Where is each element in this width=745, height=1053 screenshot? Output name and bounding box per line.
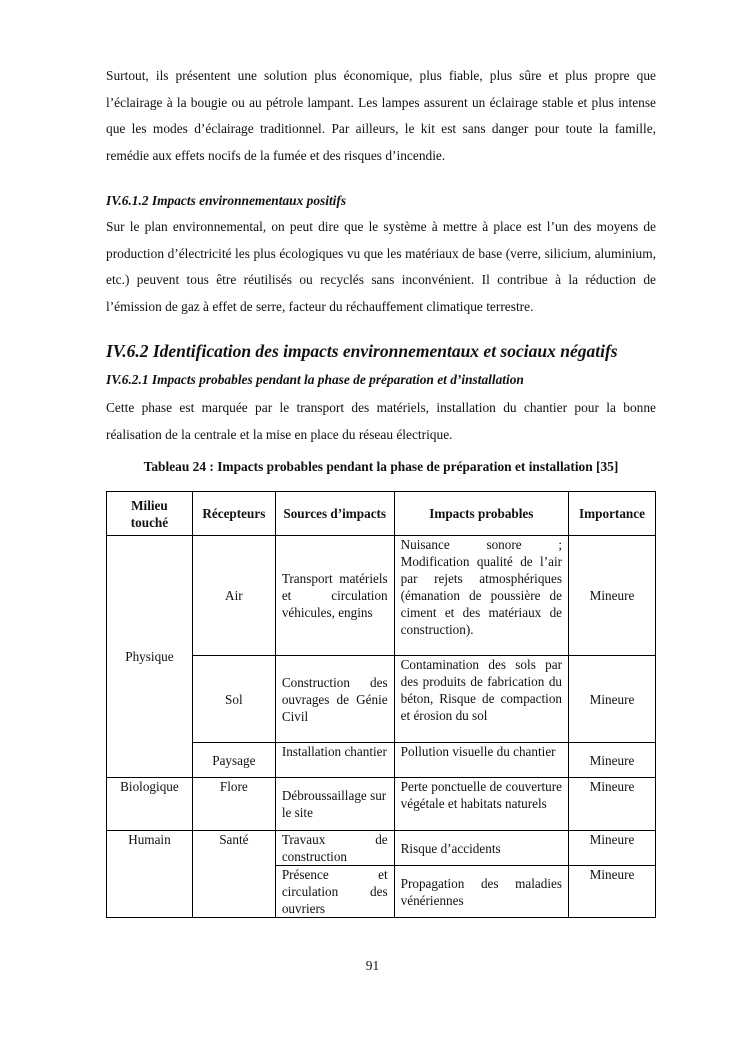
- table-caption: Tableau 24 : Impacts probables pendant la phase de préparation et installation [35]: [143, 459, 619, 474]
- cell-importance-paysage: Mineure: [569, 743, 656, 778]
- cell-source-paysage: Installation chantier: [275, 743, 394, 778]
- cell-impact-sol: Contamination des sols par des produits de fabrication du béton, Risque de compaction et érosion du sol: [394, 656, 568, 743]
- header-importance: Importance: [569, 492, 656, 536]
- cell-milieu-biologique: Biologique: [107, 778, 193, 831]
- impacts-table: [106, 491, 656, 918]
- cell-source-air: Transport matériels et circulation véhicules, engins: [275, 536, 394, 656]
- cell-importance-sol: Mineure: [569, 656, 656, 743]
- table-row: [107, 536, 656, 656]
- cell-source-flore: Débroussaillage sur le site: [275, 778, 394, 831]
- cell-recepteur-sante: Santé: [192, 831, 275, 918]
- cell-impact-presence: Propagation des maladies vénériennes: [394, 866, 568, 918]
- cell-importance-air: Mineure: [569, 536, 656, 656]
- cell-importance-travaux: Mineure: [569, 831, 656, 866]
- cell-impact-air: Nuisance sonore ; Modification qualité de l’air par rejets atmosphériques (émanation de poussière de ciment et des matériaux de construction).: [394, 536, 568, 656]
- cell-importance-presence: Mineure: [569, 866, 656, 918]
- header-recepteurs: Récepteurs: [192, 492, 275, 536]
- page-number: 91: [365, 958, 380, 973]
- header-sources: Sources d’impacts: [275, 492, 394, 536]
- cell-milieu-humain: Humain: [107, 831, 193, 918]
- paragraph-environmental: Sur le plan environnemental, on peut dire que le système à mettre à place est l’un des moyens de production d’électricité les plus écologiques vu que les matériaux de base (verre, silicium, aluminium, etc.) peuvent tous être réutilisés ou recyclés sans inconvénient. Il contribue à la réduction de l’émission de gaz à effet de serre, facteur du réchauffement climatique terrestre.: [106, 219, 656, 315]
- heading-positive-impacts: IV.6.1.2 Impacts environnementaux positifs: [106, 193, 347, 208]
- table-header-row: [107, 492, 656, 536]
- cell-source-travaux: Travaux de construction: [275, 831, 394, 866]
- paragraph-phase: Cette phase est marquée par le transport des matériels, installation du chantier pour la bonne réalisation de la centrale et la mise en place du réseau électrique.: [106, 400, 656, 442]
- cell-milieu-physique: Physique: [107, 536, 193, 778]
- table-row: [107, 778, 656, 831]
- cell-impact-paysage: Pollution visuelle du chantier: [394, 743, 568, 778]
- cell-recepteur-flore: Flore: [192, 778, 275, 831]
- cell-source-sol: Construction des ouvrages de Génie Civil: [275, 656, 394, 743]
- heading-negative-impacts: IV.6.2 Identification des impacts environnementaux et sociaux négatifs: [106, 341, 618, 361]
- heading-preparation-phase: IV.6.2.1 Impacts probables pendant la phase de préparation et d’installation: [106, 372, 524, 387]
- cell-importance-flore: Mineure: [569, 778, 656, 831]
- header-impacts: Impacts probables: [394, 492, 568, 536]
- cell-source-presence: Présence et circulation des ouvriers: [275, 866, 394, 918]
- paragraph-advantages: Surtout, ils présentent une solution plus économique, plus fiable, plus sûre et plus propre que l’éclairage à la bougie ou au pétrole lampant. Les lampes assurent un éclairage stable et plus intense que les modes d’éclairage traditionnel. Par ailleurs, le kit est sans danger pour toute la famille, remédie aux effets nocifs de la fumée et des risques d’incendie.: [106, 68, 656, 164]
- cell-impact-travaux: Risque d’accidents: [394, 831, 568, 866]
- table-row: [107, 831, 656, 866]
- cell-impact-flore: Perte ponctuelle de couverture végétale et habitats naturels: [394, 778, 568, 831]
- cell-recepteur-paysage: Paysage: [192, 743, 275, 778]
- cell-recepteur-air: Air: [192, 536, 275, 656]
- cell-recepteur-sol: Sol: [192, 656, 275, 743]
- header-milieu: Milieu touché: [107, 492, 193, 536]
